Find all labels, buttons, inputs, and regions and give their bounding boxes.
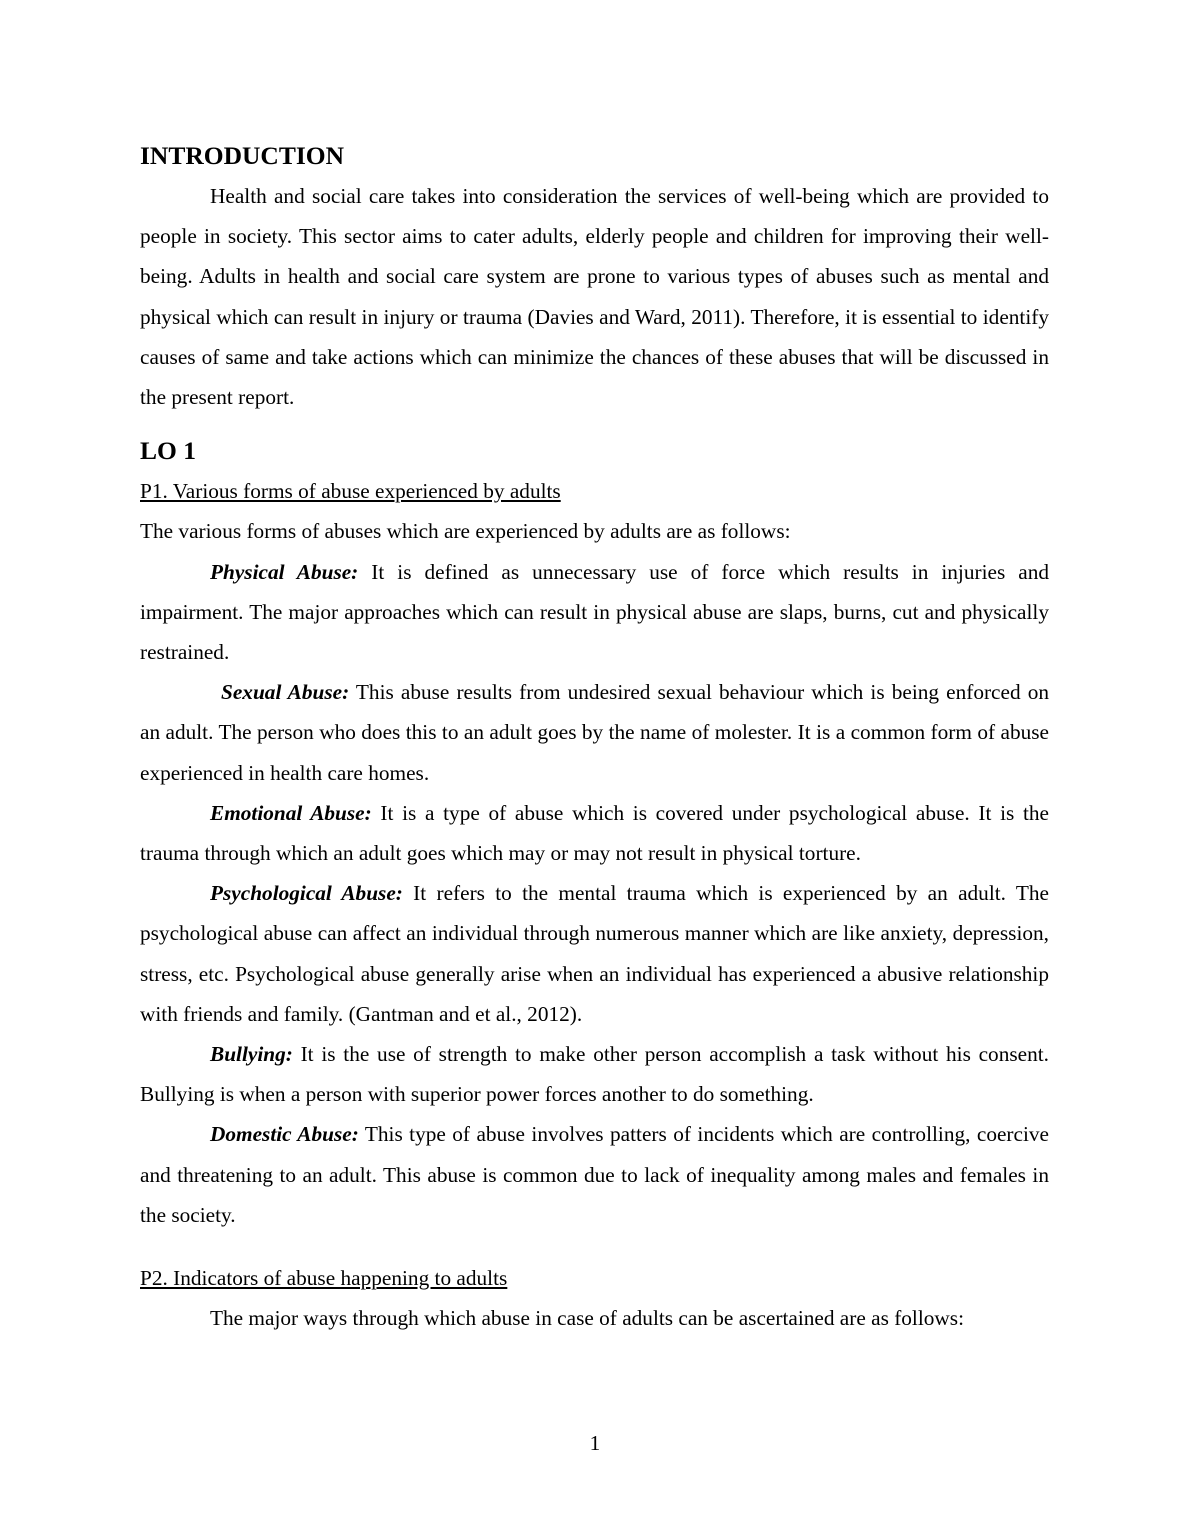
lo1-heading: LO 1 (140, 436, 196, 466)
abuse-description: It is the use of strength to make other person accomplish a task without his consent. Bullying is when a person with superior power forces another to do something. (140, 1042, 1049, 1107)
abuse-description: This abuse results from undesired sexual behaviour which is being enforced on an adult. The person who does this to an adult goes by the name of molester. It is a common form of abuse experienced in health care homes. (140, 680, 1050, 785)
abuse-term: Emotional Abuse: (210, 800, 372, 825)
p2-lead-paragraph: The major ways through which abuse in case of adults can be ascertained are as follows: (210, 1306, 965, 1331)
page-content (140, 136, 1049, 1338)
abuse-term: Psychological Abuse: (210, 881, 403, 906)
abuse-description: It is defined as unnecessary use of force which results in injuries and impairment. The major approaches which can result in physical abuse are slaps, burns, cut and physically restrained. (140, 559, 1050, 665)
p1-lead-paragraph: The various forms of abuses which are experienced by adults are as follows: (140, 519, 791, 544)
abuse-form-bullying (140, 1034, 1049, 1114)
page-number: 1 (589, 1431, 601, 1455)
abuse-term: Physical Abuse: (210, 559, 359, 584)
abuse-form-emotional (140, 793, 1049, 873)
abuse-description: It refers to the mental trauma which is experienced by an adult. The psychological abuse can affect an individual through numerous manner which are like anxiety, depression, stress, etc. Psychological abuse generally arise when an individual has experienced a abusive relationship with friends and family. (Gantman and et al., 2012). (140, 881, 1049, 1026)
abuse-term: Sexual Abuse: (221, 680, 350, 705)
p2-heading: P2. Indicators of abuse happening to adults (140, 1266, 508, 1291)
abuse-form-psychological (140, 873, 1049, 1034)
abuse-description: It is a type of abuse which is covered under psychological abuse. It is the trauma through which an adult goes which may or may not result in physical torture. (140, 800, 1049, 866)
introduction-heading: INTRODUCTION (140, 141, 345, 170)
abuse-form-domestic (140, 1114, 1049, 1235)
abuse-form-sexual (140, 672, 1049, 793)
abuse-term: Bullying: (210, 1042, 293, 1067)
p1-heading: P1. Various forms of abuse experienced by adults (140, 479, 561, 504)
abuse-description: This type of abuse involves patters of incidents which are controlling, coercive and threatening to an adult. This abuse is common due to lack of inequality among males and females in the society. (140, 1122, 1049, 1227)
abuse-form-physical (140, 552, 1049, 673)
abuse-term: Domestic Abuse: (210, 1122, 359, 1147)
introduction-paragraph: Health and social care takes into consideration the services of well-being which are provided to people in society. This sector aims to cater adults, elderly people and children for improving their well-being. Adults in health and social care system are prone to various types of abuses such as mental and physical which can result in injury or trauma (Davies and Ward, 2011). Therefore, it is essential to identify causes of same and take actions which can minimize the chances of these abuses that will be discussed in the present report. (140, 184, 1049, 410)
